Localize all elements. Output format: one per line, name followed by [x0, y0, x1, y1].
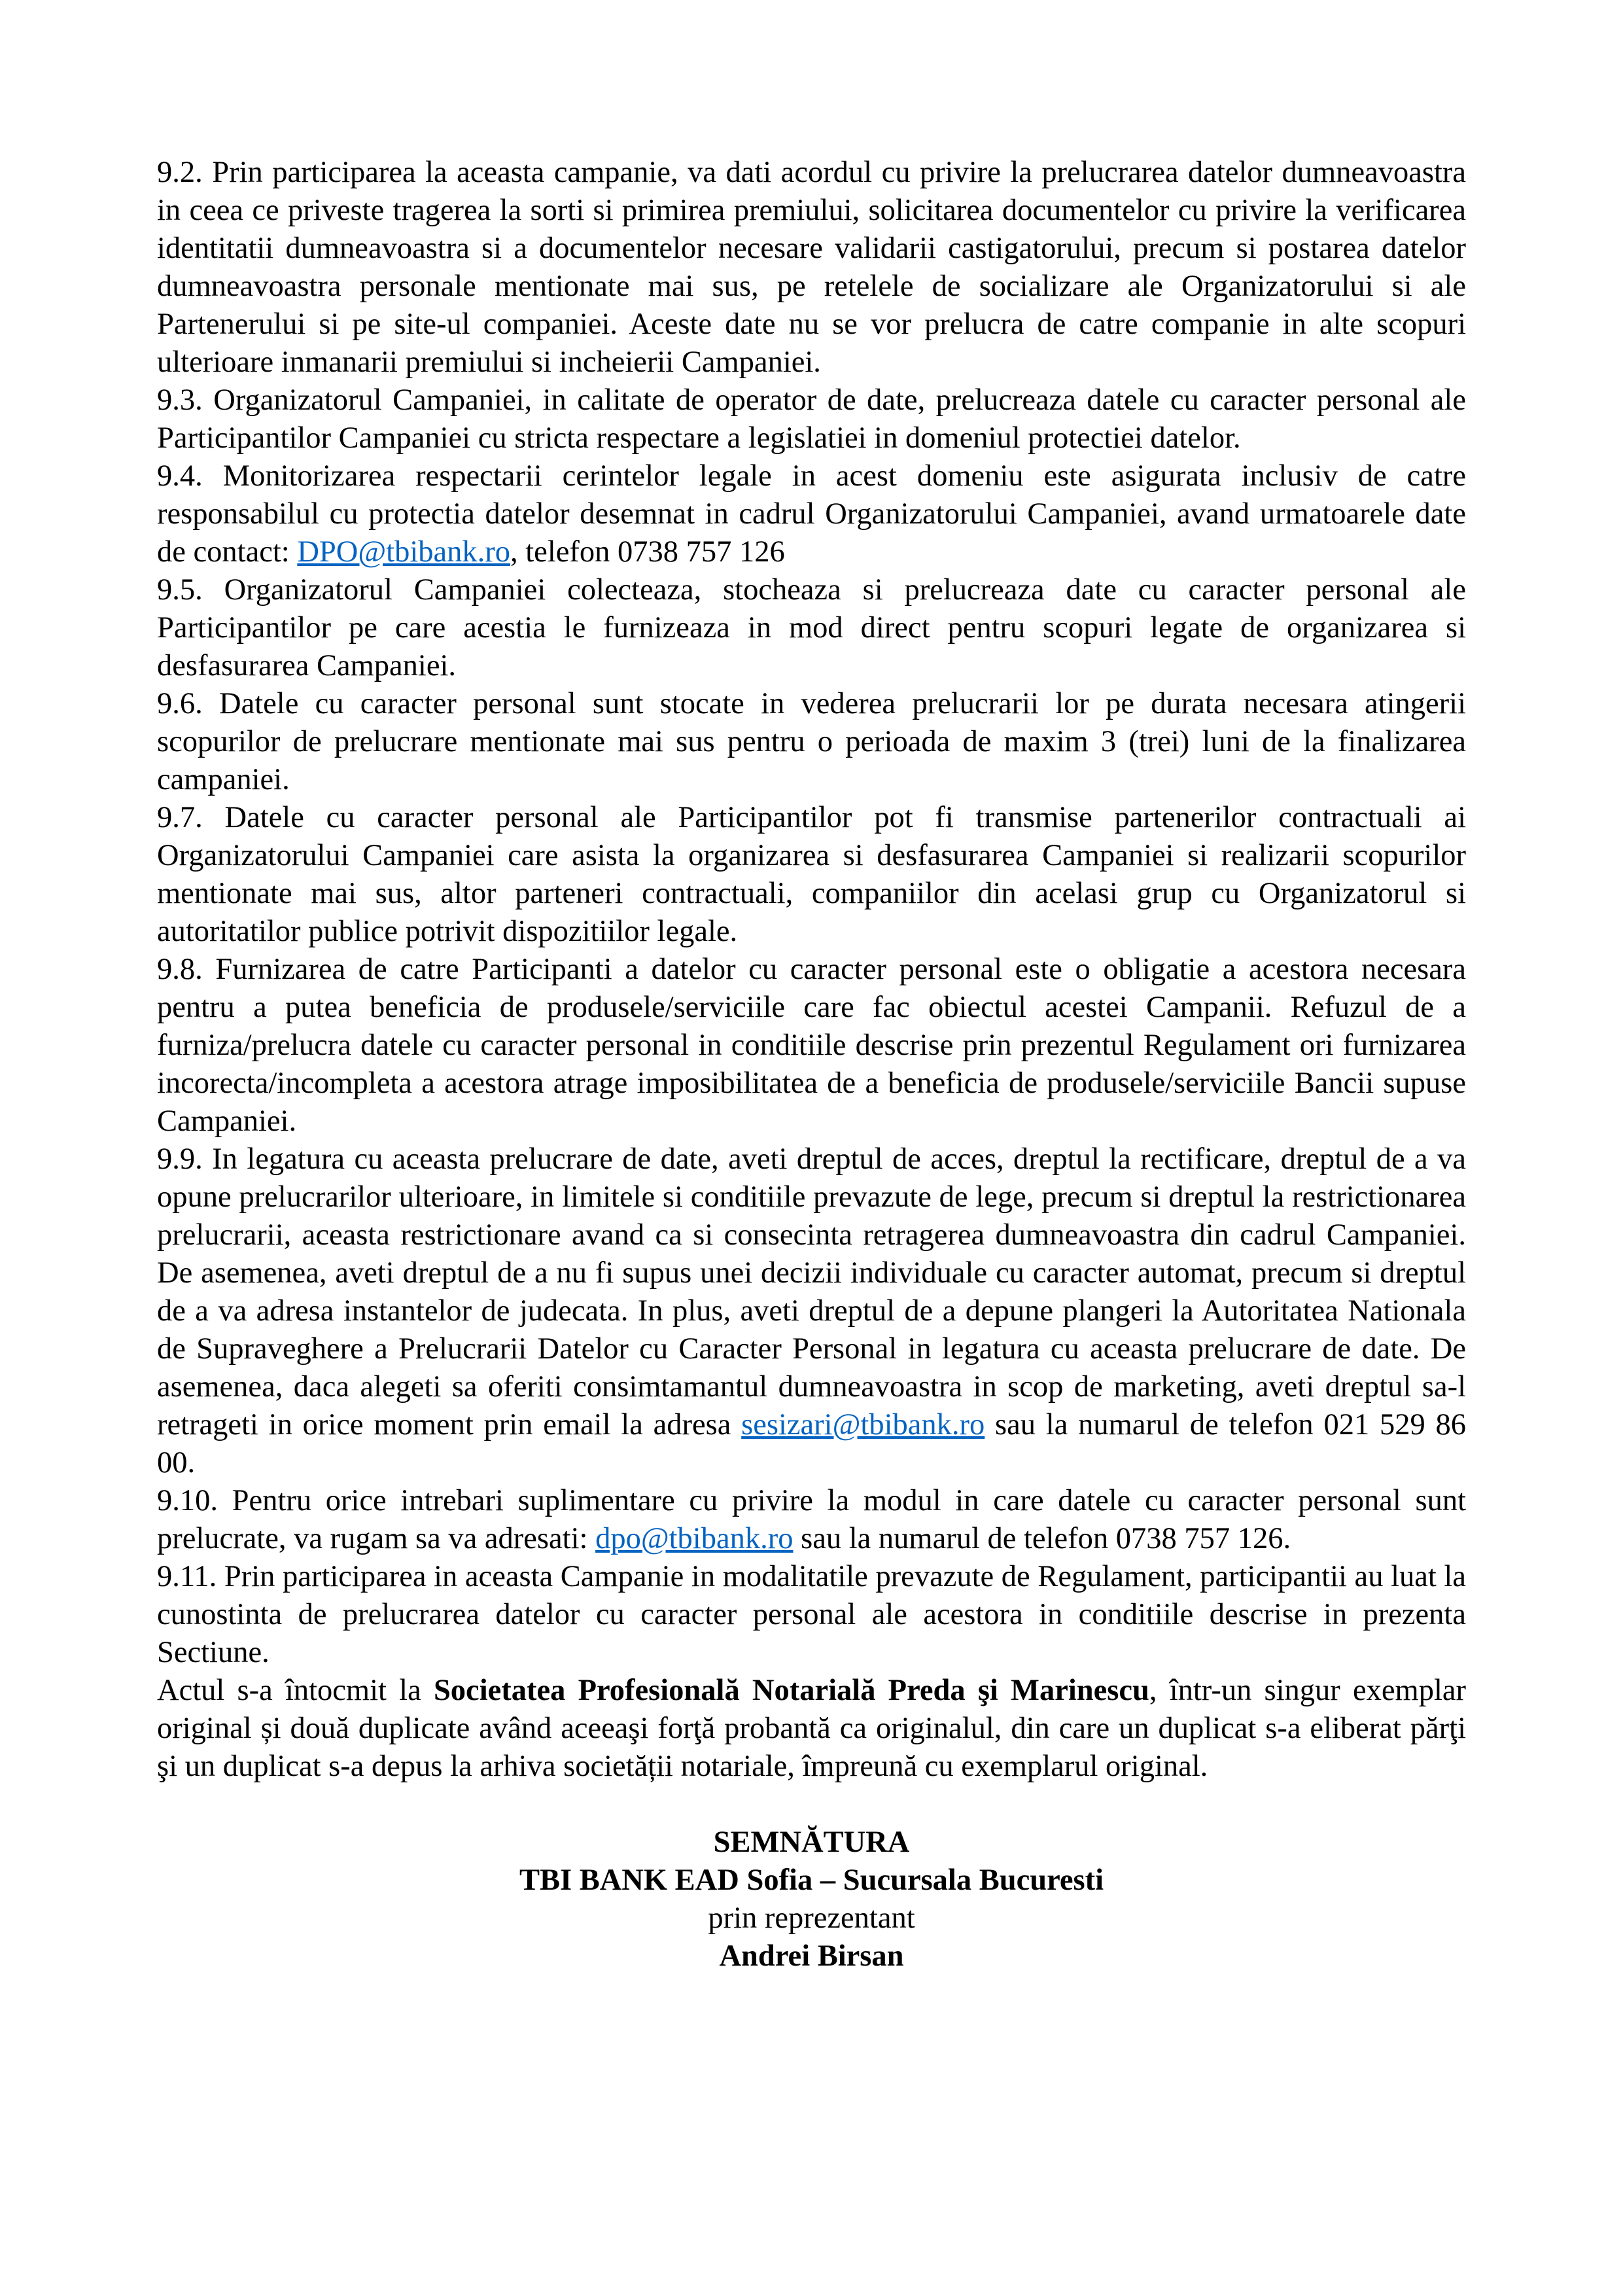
section-9-2: 9.2. Prin participarea la aceasta campanie, va dati acordul cu privire la prelucrarea datelor dumneavoastra in ceea ce priveste tragerea la sorti si primirea premiului, solicitarea documentelor cu privire la verificarea identitatii dumneavoastra si a documentelor necesare validarii castigatorului, precum si postarea datelor dumneavoastra personale mentionate mai sus, pe retelele de socializare ale Organizatorului si ale Partenerului si pe site-ul companiei. Aceste date nu se vor prelucra de catre companie in alte scopuri ulterioare inmanarii premiului si incheierii Campaniei. [157, 156, 1466, 379]
signature-name: Andrei Birsan [719, 1939, 904, 1973]
sesizari-email-link[interactable]: sesizari@tbibank.ro [741, 1408, 985, 1441]
signature-block [157, 1824, 1466, 1975]
section-9-11: 9.11. Prin participarea in aceasta Campanie in modalitatile prevazute de Regulament, participantii au luat la cunostinta de prelucrarea datelor cu caracter personal ale acestora in conditiile descrise in prezenta Sectiune. [157, 1560, 1466, 1669]
section-9-4-phone: , telefon 0738 757 126 [510, 535, 785, 569]
dpo-lowercase-email-link[interactable]: dpo@tbibank.ro [595, 1522, 794, 1555]
section-9-9 [157, 1140, 1466, 1482]
section-9-9-text: 9.9. In legatura cu aceasta prelucrare de date, aveti dreptul de acces, dreptul la rectificare, dreptul de a va opune prelucrarilor ulterioare, in limitele si conditiile prevazute de lege, precum si dreptul la restrictionarea prelucrarii, aceasta restrictionare avand ca si consecinta retragerea dumneavoastra din cadrul Campaniei. De asemenea, aveti dreptul de a nu fi supus unei decizii individuale cu caracter automat, precum si dreptul de a va adresa instantelor de judecata. In plus, aveti dreptul de a depune plangeri la Autoritatea Nationala de Supraveghere a Prelucrarii Datelor cu Caracter Personal in legatura cu aceasta prelucrare de date. De asemenea, daca alegeti sa oferiti consimtamantul dumneavoastra in scop de marketing, aveti dreptul sa-l retrageti in orice moment prin email la adresa [157, 1142, 1466, 1441]
signature-via: prin reprezentant [708, 1901, 915, 1935]
closing-text-end: , într-un singur exemplar original și două duplicate având aceeaşi forţă probantă ca originalul, din care un duplicat s-a eliberat părţi şi un duplicat s-a depus la arhiva societății notariale, împreună cu exemplarul original. [157, 1674, 1466, 1783]
section-9-8: 9.8. Furnizarea de catre Participanti a datelor cu caracter personal este o obligatie a acestora necesara pentru a putea beneficia de produsele/serviciile care fac obiectul acestei Campanii. Refuzul de a furniza/prelucra datele cu caracter personal in conditiile descrise prin prezentul Regulament ori furnizarea incorecta/incompleta a acestora atrage imposibilitatea de a beneficia de produsele/serviciile Bancii supuse Campaniei. [157, 953, 1466, 1138]
dpo-email-link[interactable]: DPO@tbibank.ro [297, 535, 511, 569]
document-page [157, 154, 1466, 1975]
section-9-10-text: 9.10. Pentru orice intrebari suplimentare cu privire la modul in care datele cu caracter personal sunt prelucrate, va rugam sa va adresati: [157, 1484, 1466, 1555]
notary-name: Societatea Profesională Notarială Preda şi Marinescu [433, 1674, 1149, 1707]
closing-paragraph [157, 1672, 1466, 1786]
section-9-9-phone: sau la numarul de telefon 021 529 86 00. [157, 1408, 1467, 1479]
closing-text-start: Actul s-a întocmit la [157, 1674, 434, 1707]
signature-heading: SEMNĂTURA [713, 1826, 910, 1859]
section-9-7: 9.7. Datele cu caracter personal ale Participantilor pot fi transmise partenerilor contractuali ai Organizatorului Campaniei care asista la organizarea si desfasurarea Campaniei si realizarii scopurilor mentionate mai sus, altor parteneri contractuali, companiilor din acelasi grup cu Organizatorul si autoritatilor publice potrivit dispozitiilor legale. [157, 801, 1466, 948]
signature-company: TBI BANK EAD Sofia – Sucursala Bucuresti [519, 1863, 1104, 1897]
section-9-6: 9.6. Datele cu caracter personal sunt stocate in vederea prelucrarii lor pe durata necesara atingerii scopurilor de prelucrare mentionate mai sus pentru o perioada de maxim 3 (trei) luni de la finalizarea campaniei. [157, 687, 1466, 796]
section-9-4 [157, 457, 1466, 571]
section-9-5: 9.5. Organizatorul Campaniei colecteaza, stocheaza si prelucreaza date cu caracter personal ale Participantilor pe care acestia le furnizeaza in mod direct pentru scopuri legate de organizarea si desfasurarea Campaniei. [157, 573, 1466, 682]
section-9-3: 9.3. Organizatorul Campaniei, in calitate de operator de date, prelucreaza datele cu caracter personal ale Participantilor Campaniei cu stricta respectare a legislatiei in domeniul protectiei datelor. [157, 383, 1466, 455]
section-9-10-phone: sau la numarul de telefon 0738 757 126. [793, 1522, 1291, 1555]
section-9-10 [157, 1482, 1466, 1558]
section-9-4-text: 9.4. Monitorizarea respectarii cerintelor legale in acest domeniu este asigurata inclusiv de catre responsabilul cu protectia datelor desemnat in cadrul Organizatorului Campaniei, avand urmatoarele date de contact: [157, 459, 1466, 569]
